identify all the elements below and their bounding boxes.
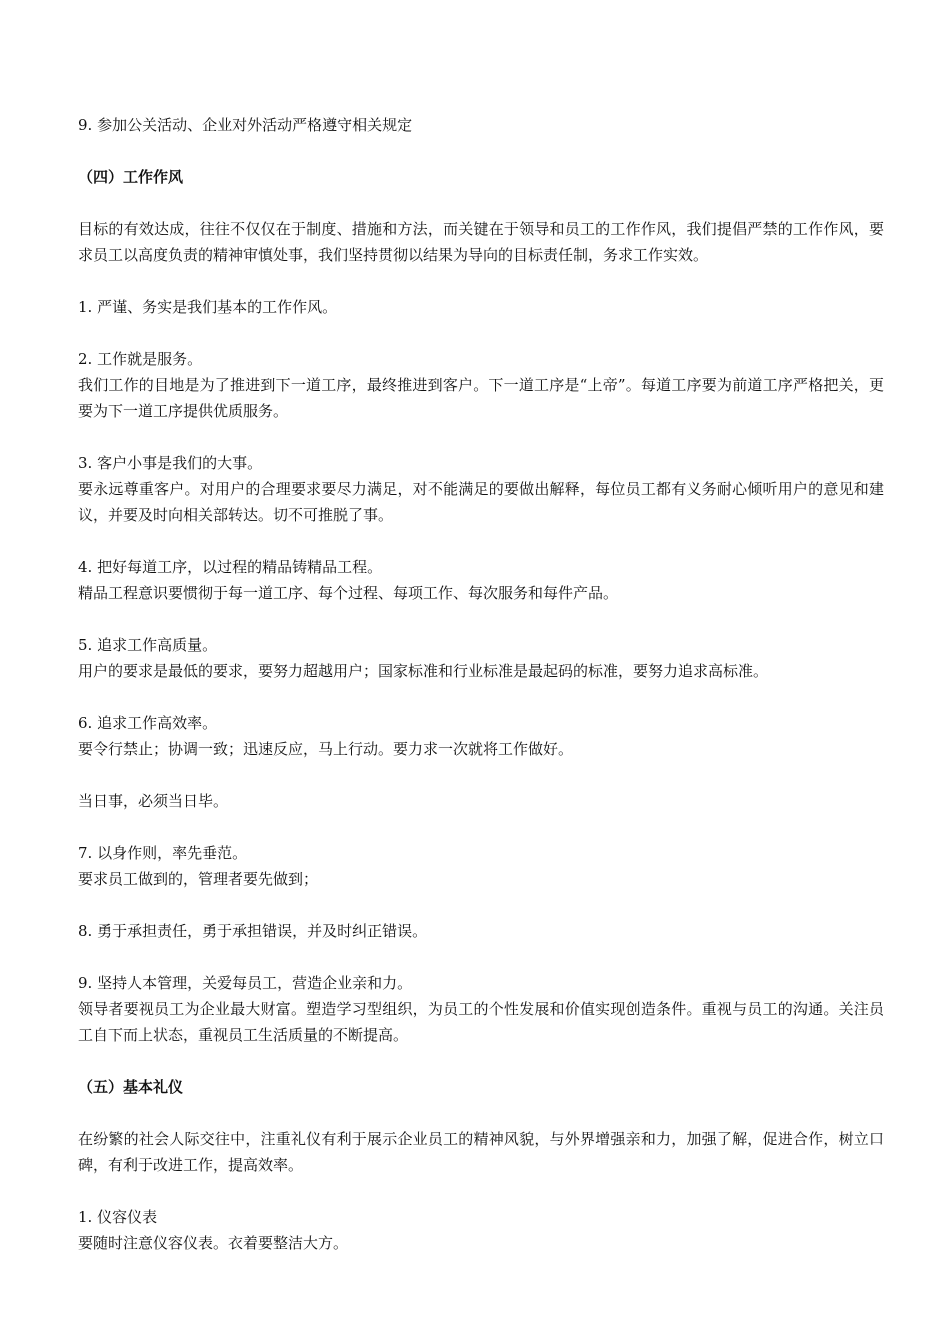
paragraph-public-activities	[78, 112, 884, 138]
list-item-6-extra	[78, 788, 884, 814]
item-body: 要令行禁止；协调一致；迅速反应，马上行动。要力求一次就将工作做好。	[78, 740, 574, 758]
item-title: 8. 勇于承担责任，勇于承担错误，并及时纠正错误。	[78, 922, 428, 940]
item-title: 1. 严谨、务实是我们基本的工作作风。	[78, 298, 338, 316]
text-line: 9. 参加公关活动、企业对外活动严格遵守相关规定	[78, 116, 413, 134]
list-item-1	[78, 294, 884, 320]
item-body: 要随时注意仪容仪表。衣着要整洁大方。	[78, 1234, 349, 1252]
item-body: 要求员工做到的，管理者要先做到；	[78, 870, 319, 888]
document-page	[78, 112, 884, 1282]
list-item-4	[78, 554, 884, 606]
item-title: 1. 仪容仪表	[78, 1208, 158, 1226]
text-paragraph: 目标的有效达成，往往不仅仅在于制度、措施和方法，而关键在于领导和员工的工作作风，我们提倡严禁的工作作风，要求员工以高度负责的精神审慎处事，我们坚持贯彻以结果为导向的目标责任制，务求工作实效。	[78, 220, 884, 264]
section-heading-etiquette	[78, 1074, 884, 1100]
item-body: 要永远尊重客户。对用户的合理要求要尽力满足，对不能满足的要做出解释，每位员工都有义务耐心倾听用户的意见和建议，并要及时向相关部转达。切不可推脱了事。	[78, 480, 884, 524]
item-title: 6. 追求工作高效率。	[78, 714, 218, 732]
list-item-3	[78, 450, 884, 528]
list-item-5	[78, 632, 884, 684]
item-title: 7. 以身作则，率先垂范。	[78, 844, 248, 862]
list-item-9	[78, 970, 884, 1048]
list-item-2	[78, 346, 884, 424]
item-body: 我们工作的目地是为了推进到下一道工序，最终推进到客户。下一道工序是“上帝”。每道工序要为前道工序严格把关，更要为下一道工序提供优质服务。	[78, 376, 884, 420]
list-item-7	[78, 840, 884, 892]
list-item-8	[78, 918, 884, 944]
item-body: 精品工程意识要惯彻于每一道工序、每个过程、每项工作、每次服务和每件产品。	[78, 584, 619, 602]
section-heading-work-style	[78, 164, 884, 190]
item-title: 5. 追求工作高质量。	[78, 636, 218, 654]
paragraph-etiquette-intro	[78, 1126, 884, 1178]
section-heading: （五）基本礼仪	[78, 1078, 184, 1096]
item-body: 用户的要求是最低的要求，要努力超越用户；国家标准和行业标准是最起码的标准，要努力追求高标准。	[78, 662, 769, 680]
text-paragraph: 在纷繁的社会人际交往中，注重礼仪有利于展示企业员工的精神风貌，与外界增强亲和力，加强了解，促进合作，树立口碑，有利于改进工作，提高效率。	[78, 1130, 884, 1174]
etiquette-item-1	[78, 1204, 884, 1256]
item-title: 3. 客户小事是我们的大事。	[78, 454, 263, 472]
item-title: 4. 把好每道工序，以过程的精品铸精品工程。	[78, 558, 383, 576]
text-line: 当日事，必须当日毕。	[78, 792, 229, 810]
item-body: 领导者要视员工为企业最大财富。塑造学习型组织，为员工的个性发展和价值实现创造条件。重视与员工的沟通。关注员工自下而上状态，重视员工生活质量的不断提高。	[78, 1000, 884, 1044]
section-heading: （四）工作作风	[78, 168, 184, 186]
list-item-6	[78, 710, 884, 762]
item-title: 2. 工作就是服务。	[78, 350, 203, 368]
item-title: 9. 坚持人本管理，关爱每员工，营造企业亲和力。	[78, 974, 413, 992]
paragraph-work-style-intro	[78, 216, 884, 268]
